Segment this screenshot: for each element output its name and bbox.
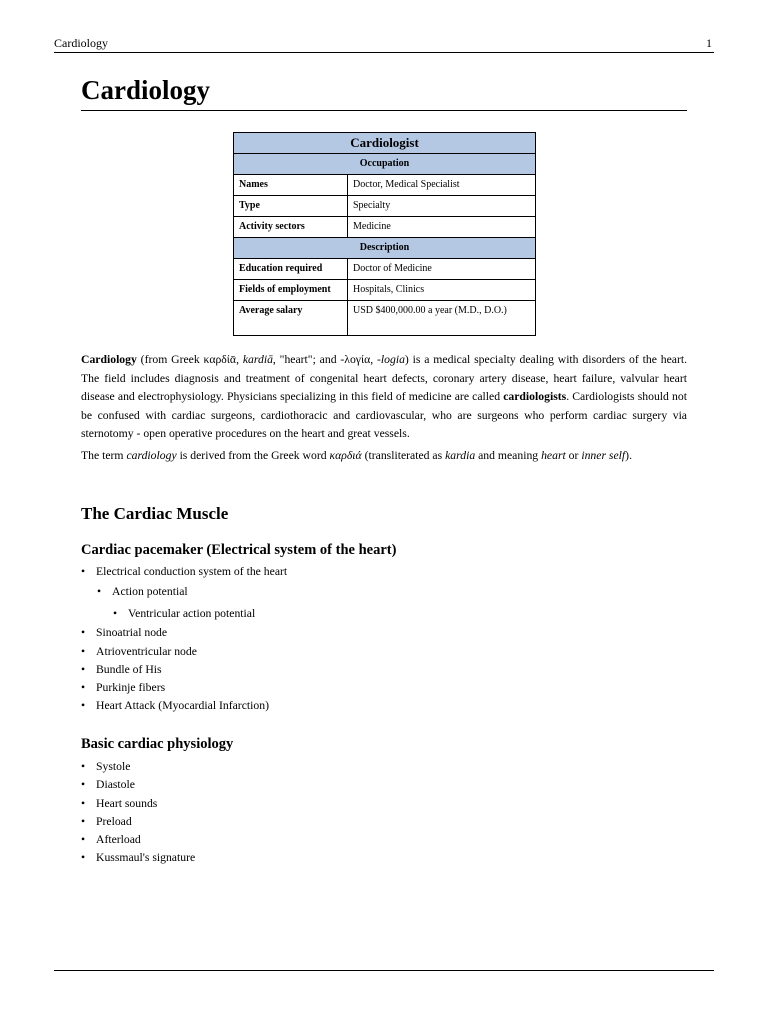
- etymology-term: cardiology: [126, 449, 177, 462]
- infobox-row: [234, 196, 536, 217]
- infobox-label: Fields of employment: [234, 280, 348, 301]
- transliteration: kardiā: [242, 353, 273, 366]
- footer-rule: [54, 970, 714, 971]
- infobox-label: Type: [234, 196, 348, 217]
- list-item-text: Systole: [96, 760, 131, 773]
- infobox-section-row: [234, 238, 536, 259]
- list-item: [81, 795, 195, 813]
- list-item: [81, 813, 195, 831]
- bullet-glyph: •: [81, 681, 86, 695]
- list-item-text: Kussmaul's signature: [96, 851, 196, 865]
- bullet-glyph: •: [81, 626, 86, 640]
- section-heading-cardiac-muscle: The Cardiac Muscle: [81, 504, 229, 523]
- infobox: [233, 132, 536, 336]
- bullet-glyph: •: [81, 778, 86, 792]
- list-item: [81, 679, 287, 697]
- list-item-text: Purkinje fibers: [96, 681, 166, 695]
- infobox-row: [234, 175, 536, 196]
- list-item: [81, 758, 195, 776]
- list-item: [81, 643, 287, 661]
- infobox-section-row: [234, 154, 536, 175]
- etymology-translit: kardia: [445, 449, 476, 462]
- bullet-glyph: •: [81, 851, 86, 865]
- infobox-row: [234, 217, 536, 238]
- running-head: [54, 36, 714, 53]
- intro-text: ,: [370, 353, 377, 366]
- list-item-text: Heart sounds: [96, 796, 158, 810]
- list-item: [81, 849, 195, 867]
- etymology-text: (transliterated as: [361, 449, 446, 462]
- bullet-glyph: •: [81, 796, 86, 810]
- term-cardiology: Cardiology: [81, 353, 137, 366]
- infobox-label: Education required: [234, 259, 348, 280]
- infobox-section-occupation: Occupation: [234, 154, 536, 175]
- bullet-glyph: •: [81, 644, 86, 658]
- list-item-text: Ventricular action potential: [128, 606, 256, 620]
- list-item: [81, 831, 195, 849]
- infobox-value: Specialty: [348, 196, 536, 217]
- greek-word: καρδίᾱ: [203, 353, 237, 366]
- pacemaker-list: [81, 563, 287, 716]
- infobox-value: Doctor, Medical Specialist: [348, 175, 536, 196]
- subsection-heading-pacemaker: Cardiac pacemaker (Electrical system of the heart): [81, 542, 397, 558]
- page-title: Cardiology: [81, 72, 687, 111]
- list-item: [81, 697, 287, 715]
- bullet-glyph: •: [81, 760, 86, 773]
- infobox-row: [234, 280, 536, 301]
- subsection-heading-physiology: Basic cardiac physiology: [81, 736, 234, 752]
- bullet-glyph: •: [81, 699, 86, 713]
- list-item-text: Heart Attack (Myocardial Infarction): [96, 699, 269, 713]
- list-item: [81, 624, 287, 642]
- infobox-section-description: Description: [234, 238, 536, 259]
- running-head-title: Cardiology: [54, 36, 108, 50]
- bullet-glyph: •: [97, 585, 102, 599]
- etymology-text: ).: [625, 449, 632, 462]
- list-item: [81, 661, 287, 679]
- list-item-text: Afterload: [96, 833, 141, 847]
- etymology-meaning: inner self: [581, 449, 626, 462]
- bullet-glyph: •: [81, 565, 86, 578]
- intro-text: . Cardiologists should not be confused with cardiac surgeons, cardiothoracic and cardiovascular, who are surgeons who perform cardiac surgery via sternotomy - open operative procedures on the heart and great vessels.: [81, 390, 687, 440]
- infobox-value: Doctor of Medicine: [348, 259, 536, 280]
- bullet-glyph: •: [81, 662, 86, 676]
- bullet-glyph: •: [81, 814, 86, 828]
- list-item: [81, 776, 195, 794]
- bullet-glyph: •: [81, 833, 86, 847]
- list-item: [81, 581, 287, 603]
- infobox-value: Hospitals, Clinics: [348, 280, 536, 301]
- etymology-paragraph: [81, 447, 687, 466]
- list-item-text: Action potential: [112, 585, 188, 599]
- infobox-title: Cardiologist: [234, 133, 536, 154]
- etymology-text: is derived from the Greek word: [176, 449, 330, 462]
- infobox-row: [234, 259, 536, 280]
- greek-word: -λογία: [340, 353, 371, 366]
- physiology-list: [81, 758, 195, 868]
- etymology-text: The term: [81, 449, 127, 462]
- etymology-greek: καρδιά: [329, 449, 362, 462]
- etymology-text: or: [565, 449, 582, 462]
- list-item-text: Electrical conduction system of the heart: [96, 565, 288, 578]
- list-item-text: Atrioventricular node: [96, 644, 197, 658]
- intro-text: (from Greek: [136, 353, 204, 366]
- list-item-text: Sinoatrial node: [96, 626, 168, 640]
- intro-paragraph: [81, 351, 687, 444]
- page-number: 1: [706, 36, 712, 50]
- list-item: [81, 603, 287, 625]
- infobox-title-row: [234, 133, 536, 154]
- etymology-meaning: heart: [541, 449, 566, 462]
- infobox-value: USD $400,000.00 a year (M.D., D.O.): [348, 301, 536, 336]
- infobox-label: Names: [234, 175, 348, 196]
- infobox-label: Average salary: [234, 301, 348, 336]
- transliteration: -logia: [377, 353, 405, 366]
- infobox-label: Activity sectors: [234, 217, 348, 238]
- list-item-text: Bundle of His: [96, 662, 162, 676]
- list-item: [81, 563, 287, 581]
- intro-text: ,: [236, 353, 243, 366]
- intro-text: ) is a medical specialty dealing with disorders of the heart. The field includes diagnosis and treatment of congenital heart defects, coronary artery disease, heart failure, valvular heart disease and electrophysiology. Physicians specializing in this field of medicine are called: [81, 353, 688, 403]
- bullet-glyph: •: [113, 606, 118, 620]
- list-item-text: Diastole: [96, 778, 135, 792]
- etymology-text: and meaning: [475, 449, 542, 462]
- list-item-text: Preload: [96, 814, 132, 828]
- term-cardiologists: cardiologists: [503, 390, 567, 403]
- intro-text: , "heart"; and: [272, 353, 341, 366]
- infobox-row: [234, 301, 536, 336]
- infobox-value: Medicine: [348, 217, 536, 238]
